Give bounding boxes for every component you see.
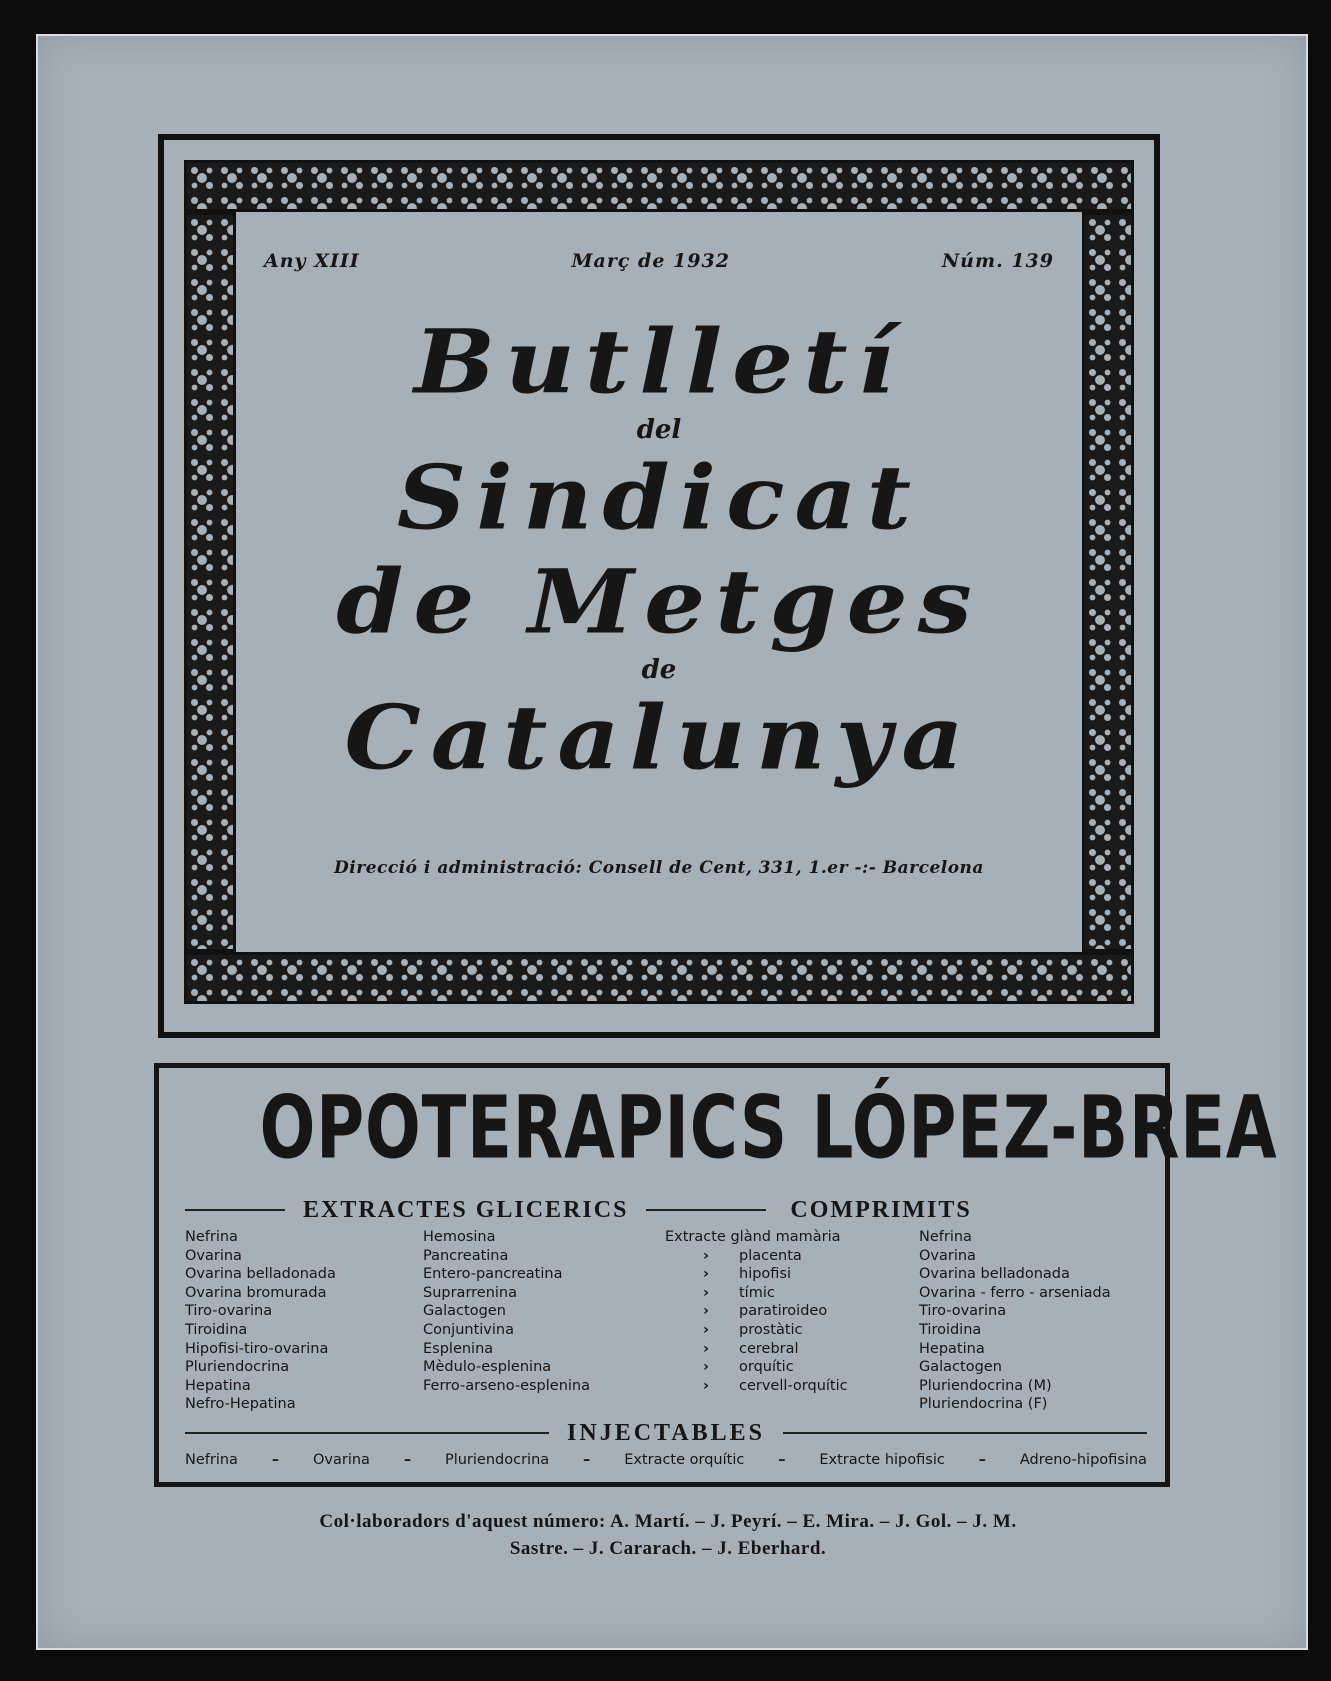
list-item: Nefrina	[185, 1229, 238, 1245]
list-item: Tiroidina	[919, 1321, 982, 1338]
list-item: Nefrina	[185, 1452, 238, 1468]
list-item: Nefrina	[919, 1229, 972, 1245]
list-item: Hepatina	[919, 1340, 985, 1357]
list-item: › cervell-orquític	[665, 1377, 915, 1396]
product-column-2	[423, 1228, 663, 1395]
injectables-list	[185, 1452, 1147, 1468]
list-item: Ovarina	[919, 1247, 976, 1264]
title-line-de-metges: de Metges	[336, 549, 982, 654]
title-de: de	[641, 655, 677, 685]
rule	[783, 1432, 1147, 1434]
list-item: › placenta	[665, 1247, 915, 1266]
list-item: Ovarina	[185, 1247, 242, 1264]
product-column-4	[919, 1228, 1151, 1414]
title-line-sindicat: Sindicat	[396, 445, 922, 550]
title-line-butlleti: Butlletí	[413, 309, 905, 414]
list-item: Tiro-ovarina	[185, 1303, 273, 1320]
separator: –	[583, 1452, 591, 1468]
list-item: Conjuntivina	[423, 1321, 514, 1338]
issue-date: Març de 1932	[571, 250, 730, 272]
list-item: Mèdulo-esplenina	[423, 1359, 552, 1376]
product-columns	[185, 1228, 1151, 1414]
rule	[185, 1432, 549, 1434]
list-item: Pancreatina	[423, 1247, 509, 1264]
title-del: del	[636, 415, 682, 445]
ad-brand-title: OPOTERAPICS LÓPEZ-BREA	[259, 1078, 1278, 1179]
separator: –	[271, 1452, 280, 1468]
product-column-1	[185, 1228, 415, 1414]
list-item: Extracte hipofisic	[819, 1452, 945, 1468]
list-item: Ovarina - ferro - arseniada	[919, 1284, 1111, 1301]
cover-page	[36, 34, 1308, 1650]
list-heading: Extracte glànd mamària	[665, 1229, 841, 1245]
list-item: › orquític	[665, 1358, 915, 1377]
section-comprimits: COMPRIMITS	[790, 1196, 972, 1223]
advertisement-box	[154, 1063, 1278, 1487]
list-item: › hipofisi	[665, 1265, 915, 1284]
list-item: Tiroidina	[185, 1321, 248, 1338]
list-item: Extracte orquític	[624, 1452, 745, 1468]
list-item: Galactogen	[919, 1359, 1002, 1376]
list-item: Hepatina	[185, 1377, 251, 1394]
address-line: Direcció i administració: Consell de Cent, 331, 1.er -:- Barcelona	[334, 858, 984, 878]
ornamental-border-top	[184, 160, 1134, 212]
issue-meta	[264, 250, 1054, 272]
list-item: Ovarina belladonada	[185, 1266, 336, 1283]
list-item: Pluriendocrina	[185, 1359, 290, 1376]
ornamental-border-bottom	[184, 952, 1134, 1004]
list-item: Pluriendocrina (F)	[919, 1396, 1048, 1413]
list-item: Tiro-ovarina	[919, 1303, 1007, 1320]
list-item: Pluriendocrina (M)	[919, 1377, 1052, 1394]
list-item: Ovarina belladonada	[919, 1266, 1070, 1283]
list-item: Pluriendocrina	[444, 1452, 550, 1468]
section-extractes: EXTRACTES GLICERICS	[303, 1196, 629, 1223]
list-item: Hipofisi-tiro-ovarina	[185, 1340, 329, 1357]
rule	[646, 1209, 766, 1211]
injectables-header-row	[185, 1420, 1147, 1446]
collaborators-line-1: Col·laboradors d'aquest número: A. Martí. – J. Peyrí. – E. Mira. – J. Gol. – J. M.	[319, 1511, 1017, 1532]
list-item: Adreno-hipofisina	[1019, 1452, 1147, 1468]
ornamental-border-right	[1082, 212, 1134, 952]
list-item: Esplenina	[423, 1340, 494, 1357]
separator: –	[403, 1452, 412, 1468]
journal-title	[244, 310, 1074, 790]
collaborators-line-2: Sastre. – J. Cararach. – J. Eberhard.	[509, 1538, 827, 1559]
ornamental-border-left	[184, 212, 236, 952]
separator: –	[778, 1452, 786, 1468]
issue-number: Núm. 139	[941, 250, 1054, 272]
list-item: › cerebral	[665, 1340, 915, 1359]
list-item: › tímic	[665, 1284, 915, 1303]
list-item: Suprarrenina	[423, 1284, 518, 1301]
list-item: Galactogen	[423, 1303, 506, 1320]
masthead-frame	[158, 134, 1160, 1038]
product-column-3	[665, 1228, 915, 1395]
list-item: Ferro-arseno-esplenina	[423, 1377, 590, 1394]
list-item: Ovarina bromurada	[185, 1284, 327, 1301]
list-item: Nefro-Hepatina	[185, 1396, 296, 1413]
list-item: › paratiroideo	[665, 1302, 915, 1321]
list-item: Ovarina	[312, 1452, 370, 1468]
rule	[185, 1209, 285, 1211]
ad-section-header-row	[185, 1196, 1147, 1224]
list-item: Entero-pancreatina	[423, 1266, 563, 1283]
issue-year: Any XIII	[264, 250, 360, 272]
list-item: Hemosina	[423, 1229, 496, 1245]
collaborators-credit	[168, 1508, 1168, 1562]
separator: –	[978, 1452, 986, 1468]
title-line-catalunya: Catalunya	[344, 685, 974, 790]
list-item: › prostàtic	[665, 1321, 915, 1340]
section-injectables: INJECTABLES	[567, 1419, 765, 1446]
